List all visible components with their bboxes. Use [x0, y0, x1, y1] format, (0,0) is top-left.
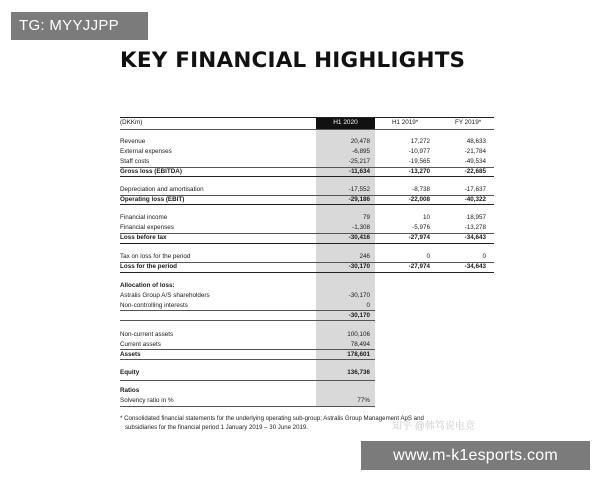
cell-h1-2019: 0	[426, 253, 430, 260]
table-rule	[120, 129, 494, 130]
table-row	[120, 368, 494, 377]
cell-h1-2020: -29,186	[348, 196, 370, 203]
cell-h1-2020: -25,217	[348, 158, 370, 165]
row-label: Loss for the period	[120, 263, 178, 270]
cell-h1-2019: 10	[422, 214, 430, 221]
cell-fy-2019: 0	[482, 253, 486, 260]
overlay-tag: TG: MYYJJPP	[11, 12, 148, 40]
cell-fy-2019: 18,957	[466, 214, 486, 221]
table-row	[120, 147, 494, 156]
table-row	[120, 291, 494, 300]
cell-h1-2020: 0	[366, 302, 370, 309]
cell-h1-2020: -30,416	[348, 234, 370, 241]
cell-fy-2019: -34,643	[464, 263, 486, 270]
cell-h1-2019: -8,738	[412, 186, 430, 193]
cell-h1-2020: 136,736	[347, 369, 370, 376]
table-rule	[120, 359, 375, 360]
cell-fy-2019: -21,784	[464, 148, 486, 155]
row-label: Non-controlling interests	[120, 302, 188, 309]
cell-h1-2020: -30,170	[348, 312, 370, 319]
col-header-h1-2019: H1 2019*	[392, 119, 419, 126]
cell-fy-2019: -40,322	[464, 196, 486, 203]
table-row	[120, 386, 494, 395]
watermark-text: 知乎 @韩笃说电竞	[392, 421, 475, 432]
table-row	[120, 301, 494, 310]
table-rule	[120, 272, 494, 273]
footnote-line: subsidiaries for the financial period 1 January 2019 – 30 June 2019.	[125, 424, 308, 431]
row-label: External expenses	[120, 148, 172, 155]
row-label: Ratios	[120, 387, 140, 394]
cell-h1-2019: 17,272	[410, 138, 430, 145]
table-row	[120, 137, 494, 146]
cell-h1-2020: -1,308	[352, 224, 370, 231]
table-row	[120, 350, 494, 359]
cell-fy-2019: -17,637	[464, 186, 486, 193]
row-label: Solvency ratio in %	[120, 397, 174, 404]
table-row	[120, 330, 494, 339]
row-label: Staff costs	[120, 158, 150, 165]
table-row	[120, 396, 494, 405]
cell-fy-2019: -13,278	[464, 224, 486, 231]
row-label: Revenue	[120, 138, 146, 145]
cell-h1-2020: -11,634	[348, 168, 370, 175]
cell-h1-2019: -27,974	[408, 234, 430, 241]
table-rule	[120, 320, 375, 321]
table-row	[120, 311, 494, 320]
cell-h1-2020: 178,601	[347, 351, 370, 358]
cell-fy-2019: -22,685	[464, 168, 486, 175]
row-label: Gross loss (EBITDA)	[120, 168, 182, 175]
col-header-fy-2019: FY 2019*	[455, 119, 482, 126]
table-row	[120, 233, 494, 242]
cell-h1-2019: -19,565	[408, 158, 430, 165]
table-row	[120, 223, 494, 232]
table-row	[120, 281, 494, 290]
cell-h1-2019: -10,977	[408, 148, 430, 155]
cell-h1-2020: 100,106	[347, 331, 370, 338]
cell-h1-2020: 20,478	[350, 138, 370, 145]
table-rule	[120, 243, 494, 244]
table-row	[120, 262, 494, 271]
row-label: Financial expenses	[120, 224, 174, 231]
cell-h1-2020: 246	[359, 253, 370, 260]
table-row	[120, 185, 494, 194]
cell-h1-2020: 79	[362, 214, 370, 221]
row-label: Tax on loss for the period	[120, 253, 191, 260]
cell-h1-2019: -27,974	[408, 263, 430, 270]
cell-h1-2019: -13,270	[408, 168, 430, 175]
cell-h1-2020: -30,170	[348, 263, 370, 270]
row-label: Operating loss (EBIT)	[120, 196, 185, 203]
table-rule	[120, 406, 375, 407]
row-label: Equity	[120, 369, 140, 376]
row-label: Non-current assets	[120, 331, 174, 338]
row-label: Assets	[120, 351, 141, 358]
col-header-h1-2020: H1 2020	[316, 117, 375, 129]
table-row	[120, 195, 494, 204]
cell-fy-2019: -49,534	[464, 158, 486, 165]
footnote-line: * Consolidated financial statements for the underlying operating sub-group; Astralis Group Management ApS and	[120, 415, 424, 422]
row-label: Allocation of loss:	[120, 282, 175, 289]
row-label: Current assets	[120, 341, 161, 348]
table-rule	[120, 204, 494, 205]
cell-h1-2020: -17,552	[348, 186, 370, 193]
row-label: Depreciation and amortisation	[120, 186, 204, 193]
table-row	[120, 157, 494, 166]
cell-h1-2020: -6,895	[352, 148, 370, 155]
cell-fy-2019: 48,633	[466, 138, 486, 145]
table-row	[120, 340, 494, 349]
cell-h1-2020: 77%	[357, 397, 370, 404]
table-rule	[120, 380, 375, 381]
cell-fy-2019: -34,643	[464, 234, 486, 241]
table-row	[120, 252, 494, 261]
table-rule	[120, 176, 494, 177]
cell-h1-2020: 78,494	[350, 341, 370, 348]
table-row	[120, 213, 494, 222]
row-label: Astralis Group A/S shareholders	[120, 292, 210, 299]
unit-label: (DKKm)	[120, 119, 143, 126]
cell-h1-2019: -22,008	[408, 196, 430, 203]
table-top-rule	[120, 117, 494, 118]
row-label: Loss before tax	[120, 234, 167, 241]
table-row	[120, 167, 494, 176]
url-banner: www.m-k1esports.com	[361, 441, 590, 470]
cell-h1-2020: -30,170	[348, 292, 370, 299]
row-label: Financial income	[120, 214, 168, 221]
page-title: KEY FINANCIAL HIGHLIGHTS	[120, 48, 466, 73]
cell-h1-2019: -5,976	[412, 224, 430, 231]
